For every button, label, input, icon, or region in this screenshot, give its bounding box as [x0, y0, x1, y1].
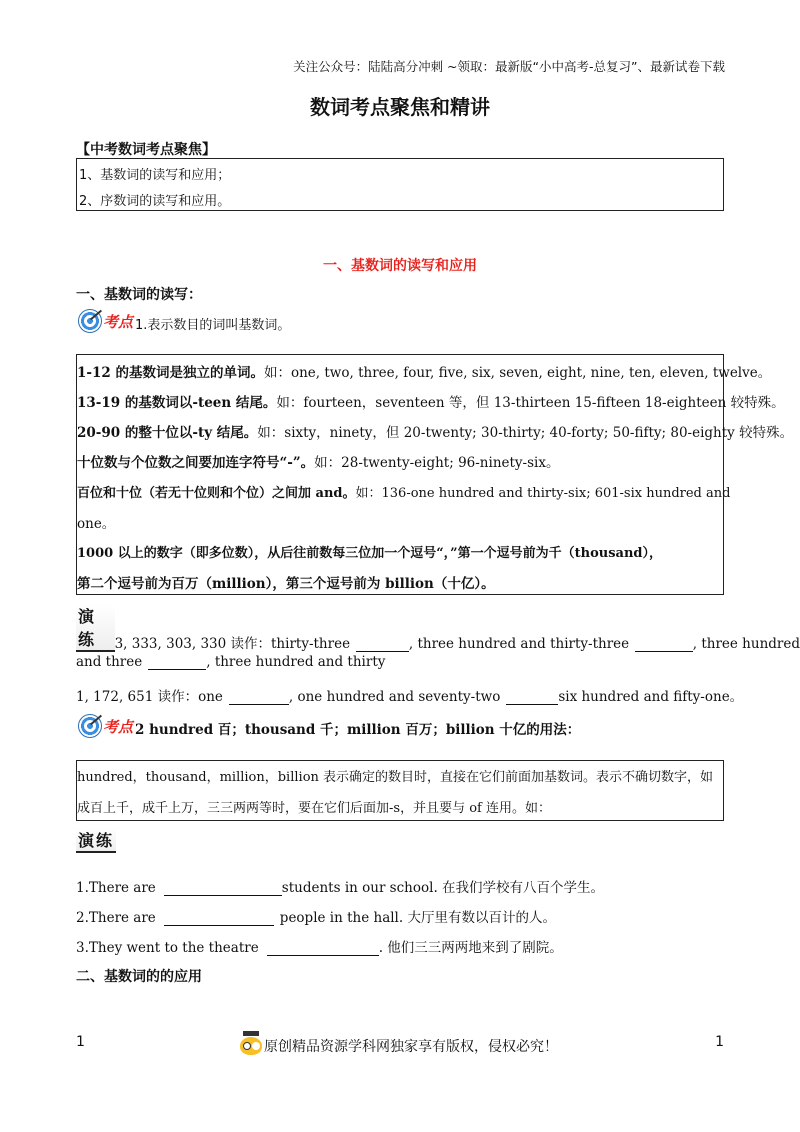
practice2-item [76, 876, 604, 896]
rule-5: 百位和十位（若无十位则和个位）之间加 and。如：136-one hundred and thirty-six; 601-six hundred and [77, 486, 731, 501]
practice1-line1 [76, 604, 800, 652]
kaodian-badge [78, 714, 133, 738]
answer-blank[interactable] [506, 692, 558, 705]
kaodian2-text: 2 hundred 百；thousand 千；million 百万；billion 十亿的用法： [135, 722, 581, 738]
page-title: 数词考点聚焦和精讲 [310, 95, 490, 119]
sub2-title: 二、基数词的的应用 [76, 969, 202, 985]
practice2-text: students in our school. 在我们学校有八百个学生。 [281, 880, 605, 896]
header-note: 关注公众号：陆陆高分冲刺 ~领取：最新版“小中高考-总复习”、最新试卷下载 [293, 59, 725, 74]
answer-blank[interactable] [267, 943, 379, 956]
focus-box [76, 158, 724, 211]
answer-blank[interactable] [164, 913, 274, 926]
rule-1: 1-12 的基数词是独立的单词。如：one, two, three, four, five, six, seven, eight, nine, ten, eleven, twelve。 [77, 365, 772, 381]
focus-heading: 【中考数词考点聚焦】 [76, 142, 216, 158]
rule-6-line2: 第二个逗号前为百万（million），第三个逗号前为 billion（十亿）。 [77, 576, 495, 592]
practice1-text: , three hundred [692, 636, 800, 652]
focus-item: 1、基数词的读写和应用； [79, 168, 231, 183]
practice2-item [76, 906, 556, 926]
usage-line1: hundred，thousand，million，billion 表示确定的数目时，直接在它们前面加基数词。表示不确切数字，如 [77, 770, 714, 785]
kaodian-badge [78, 309, 133, 333]
answer-blank[interactable] [148, 657, 206, 670]
kaodian1 [78, 309, 290, 333]
yanlian-badge-2 [76, 828, 116, 853]
rule-3: 20-90 的整十位以-ty 结尾。如：sixty，ninety，但 20-twenty; 30-thirty; 40-forty; 50-fifty; 80-eighty 较特殊。 [77, 425, 794, 441]
practice2-item [76, 936, 563, 956]
yanlian-label: 演练 [76, 604, 115, 652]
owl-mascot-icon [240, 1037, 262, 1055]
practice1-text: , one hundred and seventy-two [288, 689, 501, 705]
yanlian-label: 演练 [76, 828, 116, 853]
answer-blank[interactable] [229, 692, 289, 705]
target-icon [78, 714, 102, 738]
practice1-text: , three hundred and thirty [206, 654, 386, 670]
practice1-text: six hundred and fifty-one。 [558, 689, 744, 705]
practice2-text: 1.There are [76, 880, 156, 896]
kaodian1-text: 1.表示数目的词叫基数词。 [135, 318, 291, 333]
copyright-text: 原创精品资源学科网独家享有版权，侵权必究！ [264, 1039, 558, 1055]
practice1-text: 1, 172, 651 读作：one [76, 689, 223, 705]
copyright-footer [240, 1036, 558, 1056]
practice2-text: people in the hall. 大厅里有数以百计的人。 [279, 910, 556, 926]
target-icon [78, 309, 102, 333]
section1-title: 一、基数词的读写和应用 [323, 258, 477, 274]
usage-box [76, 760, 724, 821]
page-number-left: 1 [76, 1034, 85, 1050]
focus-item: 2、序数词的读写和应用。 [79, 194, 231, 209]
rule-2: 13-19 的基数词以-teen 结尾。如：fourteen，seventeen 等，但 13-thirteen 15-fifteen 18-eighteen 较特殊。 [77, 395, 785, 411]
rule-5-cont: one。 [77, 516, 116, 532]
practice1-text: and three [76, 654, 143, 670]
practice1-line2 [76, 654, 385, 670]
kaodian2 [78, 714, 580, 738]
page-number-right: 1 [715, 1034, 724, 1050]
answer-blank[interactable] [356, 639, 409, 652]
rule-4: 十位数与个位数之间要加连字符号“-”。如：28-twenty-eight; 96-ninety-six。 [77, 455, 560, 471]
sub1-title: 一、基数词的读写： [76, 287, 202, 303]
kaodian-label: 考点 [103, 312, 134, 331]
practice1-line3 [76, 685, 743, 705]
practice1-text: 3, 333, 303, 330 读作：thirty-three [114, 636, 351, 652]
practice2-text: 2.There are [76, 910, 156, 926]
answer-blank[interactable] [635, 639, 693, 652]
rule-6-line1: 1000 以上的数字（即多位数），从后往前数每三位加一个逗号“，”第一个逗号前为千（thousand）， [77, 546, 663, 561]
rules-box [76, 354, 794, 595]
practice1-text: , three hundred and thirty-three [408, 636, 630, 652]
answer-blank[interactable] [164, 883, 282, 896]
usage-line2: 成百上千，成千上万，三三两两等时，要在它们后面加-s，并且要与 of 连用。如： [77, 801, 551, 816]
practice2-text: . 他们三三两两地来到了剧院。 [378, 940, 563, 956]
kaodian-label: 考点 [103, 717, 134, 736]
practice2-text: 3.They went to the theatre [76, 940, 259, 956]
